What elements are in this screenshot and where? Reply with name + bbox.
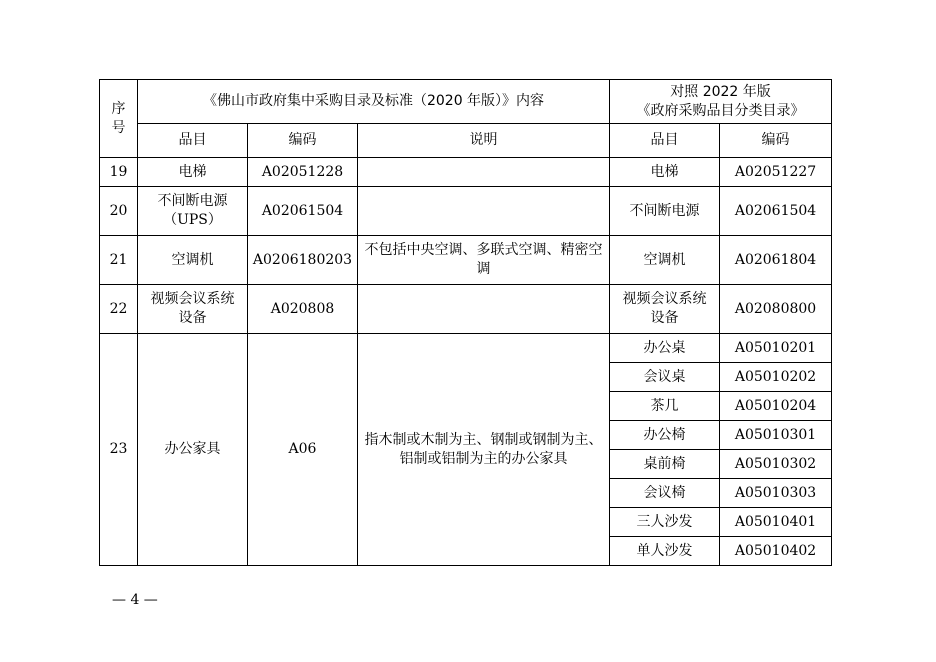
note-cell: 不包括中央空调、多联式空调、精密空调	[358, 236, 610, 285]
note-cell: 指木制或木制为主、钢制或钢制为主、铝制或铝制为主的办公家具	[358, 334, 610, 566]
page-number: — 4 —	[112, 592, 158, 608]
item2-cell: 空调机	[610, 236, 720, 285]
code2-cell: A05010202	[720, 363, 832, 392]
item2-cell: 桌前椅	[610, 450, 720, 479]
code2-cell: A05010302	[720, 450, 832, 479]
item-line1: 视频会议系统	[150, 291, 235, 307]
header-row-2	[100, 124, 832, 158]
code2-cell: A05010204	[720, 392, 832, 421]
item-cell	[138, 187, 248, 236]
col-item-header: 品目	[138, 124, 248, 158]
note-cell	[358, 187, 610, 236]
item-line2: （UPS）	[163, 212, 222, 228]
note-cell	[358, 285, 610, 334]
code2-cell: A05010402	[720, 537, 832, 566]
code-cell: A06	[248, 334, 358, 566]
compare-title-line2: 《政府采购品目分类目录》	[636, 102, 805, 119]
seq-cell: 21	[100, 236, 138, 285]
item2-cell: 单人沙发	[610, 537, 720, 566]
item2-cell: 不间断电源	[610, 187, 720, 236]
code2-cell: A05010201	[720, 334, 832, 363]
header-row-1	[100, 80, 832, 124]
code-cell: A02051228	[248, 158, 358, 187]
code2-cell: A05010303	[720, 479, 832, 508]
item-cell: 电梯	[138, 158, 248, 187]
item-cell: 办公家具	[138, 334, 248, 566]
compare-title-header	[610, 80, 832, 124]
item2-cell: 三人沙发	[610, 508, 720, 537]
seq-cell: 22	[100, 285, 138, 334]
table-row	[100, 285, 832, 334]
code2-cell: A02051227	[720, 158, 832, 187]
col-code-header: 编码	[248, 124, 358, 158]
item2-cell	[610, 285, 720, 334]
item-cell	[138, 285, 248, 334]
seq-cell: 19	[100, 158, 138, 187]
seq-cell: 23	[100, 334, 138, 566]
item-line1: 不间断电源	[157, 193, 228, 209]
item-line2: 设备	[178, 310, 207, 326]
table-row	[100, 187, 832, 236]
item2-cell: 电梯	[610, 158, 720, 187]
code2-cell: A02080800	[720, 285, 832, 334]
seq-header: 序号	[100, 80, 138, 158]
item2-cell: 办公椅	[610, 421, 720, 450]
table-row	[100, 158, 832, 187]
item2-line1: 视频会议系统	[622, 291, 707, 307]
col-item2-header: 品目	[610, 124, 720, 158]
item2-cell: 会议椅	[610, 479, 720, 508]
code2-cell: A02061504	[720, 187, 832, 236]
item2-cell: 茶几	[610, 392, 720, 421]
code-cell: A02061504	[248, 187, 358, 236]
code-cell: A020808	[248, 285, 358, 334]
item-cell: 空调机	[138, 236, 248, 285]
code2-cell: A05010401	[720, 508, 832, 537]
main-title-header: 《佛山市政府集中采购目录及标准（2020 年版）》内容	[138, 80, 610, 124]
note-cell	[358, 158, 610, 187]
item2-line2: 设备	[650, 310, 679, 326]
table-row	[100, 236, 832, 285]
code2-cell: A05010301	[720, 421, 832, 450]
procurement-table	[99, 79, 832, 566]
code2-cell: A02061804	[720, 236, 832, 285]
seq-cell: 20	[100, 187, 138, 236]
compare-title-line1: 对照 2022 年版	[670, 83, 771, 100]
table-row	[100, 334, 832, 363]
col-note-header: 说明	[358, 124, 610, 158]
code-cell: A0206180203	[248, 236, 358, 285]
item2-cell: 会议桌	[610, 363, 720, 392]
col-code2-header: 编码	[720, 124, 832, 158]
item2-cell: 办公桌	[610, 334, 720, 363]
